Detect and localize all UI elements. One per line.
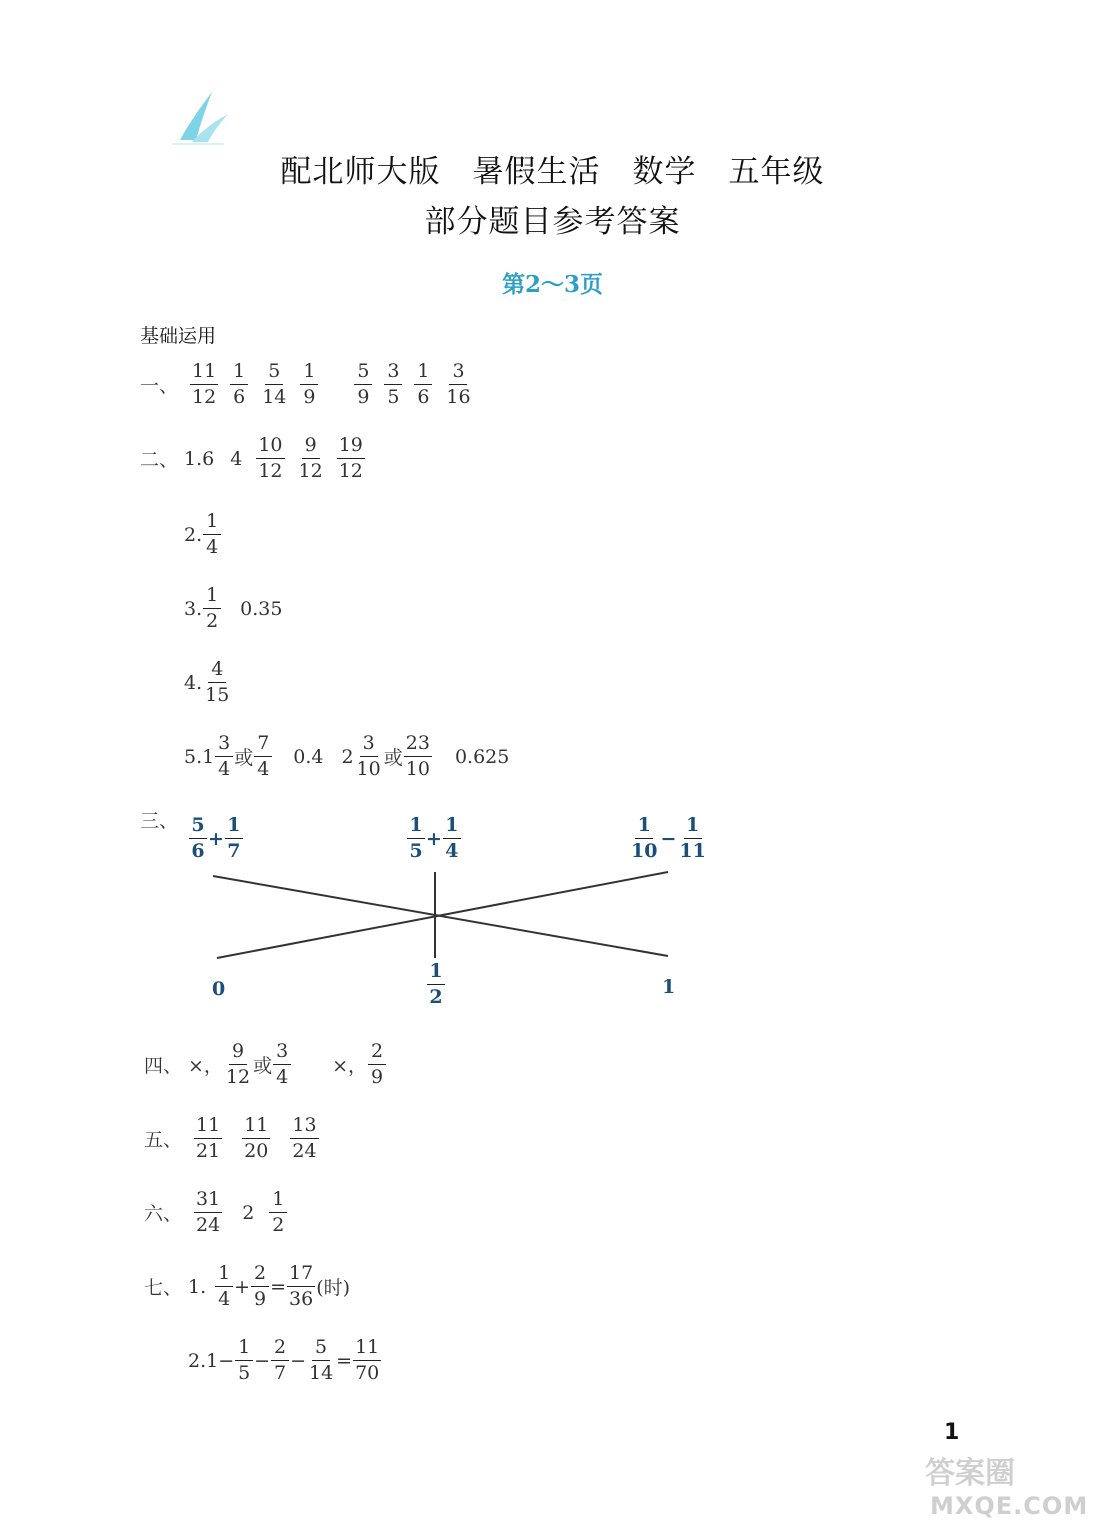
fraction: $\frac{4}{15}$ [205,658,230,706]
diagram-label-zero: 0 [212,978,226,1000]
fraction: $\frac{1}{9}$ [300,362,318,407]
fraction: $\frac{1}{2}$ [203,586,221,631]
fraction: $\frac{31}{24}$ [196,1188,221,1236]
diagram-label-half [426,962,446,1007]
fraction: $\frac{3}{5}$ [384,362,402,407]
fraction: $\frac{17}{36}$ [289,1262,314,1310]
page-number: 1 [944,1420,960,1445]
fraction: $\frac{1}{4}$ [215,1264,233,1309]
question-2-item-3: 3. $\frac{1}{2}$ 0.35 [184,584,283,632]
watermark-url: MXQE.COM [930,1492,1089,1520]
fraction: $\frac{1}{7}$ [225,816,243,861]
fraction: $\frac{1}{11}$ [679,814,706,862]
question-3-label: 三、 [140,810,179,832]
document-subtitle: 部分题目参考答案 [424,204,681,240]
question-1: 一、 $\frac{11}{12}$ $\frac{1}{6}$ $\frac{5}{14}$ $\frac{1}{9}$ $\frac{5}{9}$ $\frac{3}{5}$ $\frac{1}{6}$ $\frac{3}{16}$ [140,360,471,408]
fraction: $\frac{3}{10}$ [356,732,381,780]
question-4: 四、 ×， $\frac{9}{12}$ 或 $\frac{3}{4}$ ×， $\frac{2}{9}$ [144,1042,387,1087]
question-7-item-1: 七、 1. $\frac{1}{4}$ + $\frac{2}{9}$ = $\frac{17}{36}$ (时) [144,1262,351,1310]
fraction: $\frac{2}{9}$ [368,1042,386,1087]
question-7-item-2: 2.1 − $\frac{1}{5}$ − $\frac{2}{7}$ − $\frac{5}{14}$ = $\frac{11}{70}$ [188,1336,380,1384]
fraction: $\frac{1}{4}$ [443,816,461,861]
diagram-label-top-right: $\frac{1}{10}$ − $\frac{1}{11}$ [631,814,706,862]
fraction: $\frac{5}{9}$ [354,362,372,407]
fraction: $\frac{3}{4}$ [273,1042,291,1087]
fraction: $\frac{1}{10}$ [631,814,658,862]
fraction: $\frac{2}{9}$ [251,1264,269,1309]
fraction: $\frac{1}{2}$ [269,1190,287,1235]
fraction: $\frac{1}{4}$ [203,512,221,557]
fraction: $\frac{1}{6}$ [414,362,432,407]
question-2-item-4: 4. $\frac{4}{15}$ [184,658,230,706]
page-range: 第2～3页 [501,271,603,298]
fraction: $\frac{11}{12}$ [192,360,217,408]
fraction: $\frac{9}{12}$ [225,1040,251,1088]
fraction: $\frac{9}{12}$ [298,434,323,482]
fraction: $\frac{1}{2}$ [427,962,445,1007]
fraction: $\frac{11}{20}$ [244,1114,269,1162]
fraction: $\frac{5}{14}$ [308,1336,334,1384]
fraction: $\frac{5}{6}$ [189,816,207,861]
fraction: $\frac{2}{7}$ [271,1338,289,1383]
question-2-item-1: 二、 1.6 4 $\frac{10}{12}$ $\frac{9}{12}$ $\frac{19}{12}$ [140,434,363,482]
fraction: $\frac{1}{5}$ [235,1338,253,1383]
section-heading: 基础运用 [140,325,217,347]
question-6: 六、 $\frac{31}{24}$ 2 $\frac{1}{2}$ [144,1190,288,1235]
fraction: $\frac{1}{5}$ [407,816,425,861]
fraction: $\frac{19}{12}$ [338,434,363,482]
diagram-label-top-middle: $\frac{1}{5}$ + $\frac{1}{4}$ [406,816,462,861]
watermark-logo: 答案圈 [925,1456,1015,1491]
question-5: 五、 $\frac{11}{21}$ $\frac{11}{20}$ $\frac{13}{24}$ [144,1114,317,1162]
document-title: 配北师大版 暑假生活 数学 五年级 [280,154,825,190]
fraction: $\frac{3}{16}$ [446,360,471,408]
diagram-label-top-left: $\frac{5}{6}$ + $\frac{1}{7}$ [188,816,244,861]
fraction: $\frac{5}{14}$ [262,360,287,408]
fraction: $\frac{23}{10}$ [405,732,430,780]
fraction: $\frac{10}{12}$ [258,434,283,482]
fraction: $\frac{3}{4}$ [215,734,233,779]
fraction: $\frac{7}{4}$ [254,734,272,779]
diagram-label-one: 1 [662,976,676,998]
fraction: $\frac{11}{21}$ [196,1114,221,1162]
question-2-item-2: 2. $\frac{1}{4}$ [184,512,222,557]
question-2-item-5: 5.1 $\frac{3}{4}$ 或 $\frac{7}{4}$ 0.4 2 $\frac{3}{10}$ 或 $\frac{23}{10}$ 0.625 [184,732,510,780]
fraction: $\frac{11}{70}$ [355,1336,380,1384]
fraction: $\frac{1}{6}$ [230,362,248,407]
fraction: $\frac{13}{24}$ [292,1114,317,1162]
